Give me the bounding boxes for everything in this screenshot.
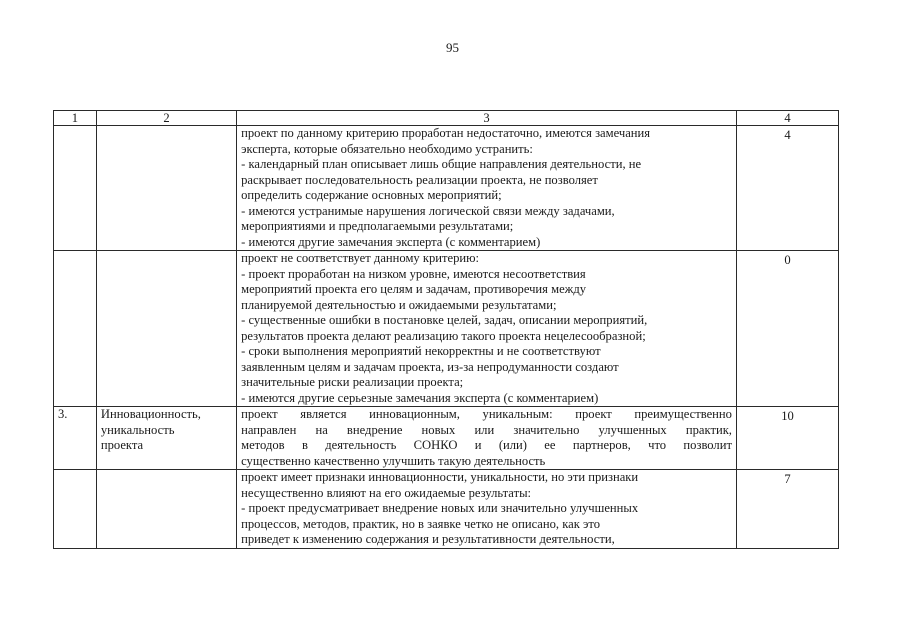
description-line: планируемой деятельностью и ожидаемыми результатами;	[241, 297, 557, 312]
description-line: - календарный план описывает лишь общие направления деятельности, не	[241, 157, 642, 171]
score-value: 0	[784, 253, 791, 267]
criterion-name	[96, 126, 236, 251]
criterion-description	[237, 126, 737, 251]
description-line: - проект проработан на низком уровне, имеются несоответствия	[241, 266, 586, 281]
criterion-description	[237, 470, 737, 549]
description-line: приведет к изменению содержания и результативности деятельности,	[241, 532, 615, 546]
criterion-number	[54, 470, 97, 549]
criterion-name-line: Инновационность,	[100, 407, 201, 421]
header-col-3: 3	[237, 111, 737, 126]
description-line: значительные риски реализации проекта;	[241, 375, 464, 389]
description-line: раскрывает последовательность реализации проекта, не позволяет	[241, 172, 598, 187]
score-cell	[736, 407, 838, 470]
header-col-1: 1	[54, 111, 97, 126]
description-line: результатов проекта делают реализацию такого проекта нецелесообразной;	[241, 328, 646, 343]
score-value: 4	[784, 128, 791, 142]
criterion-name	[96, 251, 236, 407]
table-row	[54, 126, 839, 251]
criterion-number	[54, 251, 97, 407]
page-number: 95	[446, 40, 459, 55]
header-col-4: 4	[736, 111, 838, 126]
description-line: направлен на внедрение новых или значительно улучшенных практик,	[241, 422, 732, 437]
criterion-description	[237, 407, 737, 470]
description-line: проект является инновационным, уникальным: проект преимущественно	[241, 407, 732, 421]
description-line: методов в деятельность СОНКО и (или) ее партнеров, что позволит	[241, 438, 732, 452]
criterion-description	[237, 251, 737, 407]
description-line: процессов, методов, практик, но в заявке четко не описано, как это	[241, 516, 601, 531]
description-line: определить содержание основных мероприятий;	[241, 188, 502, 202]
score-cell	[736, 251, 838, 407]
table-row	[54, 470, 839, 549]
description-line: проект имеет признаки инновационности, уникальности, но эти признаки	[241, 470, 639, 484]
table-row	[54, 251, 839, 407]
score-cell	[736, 470, 838, 549]
description-line: существенно качественно улучшить такую деятельность	[241, 453, 546, 468]
criterion-name-line: проекта	[100, 438, 144, 452]
description-line: проект по данному критерию проработан недостаточно, имеются замечания	[241, 126, 651, 140]
description-line: - имеются другие замечания эксперта (с комментарием)	[241, 234, 541, 249]
criterion-number	[54, 126, 97, 251]
criterion-name	[96, 407, 236, 470]
table-header-row	[54, 111, 839, 126]
table-row	[54, 407, 839, 470]
description-line: - имеются устранимые нарушения логической связи между задачами,	[241, 203, 615, 218]
criterion-name	[96, 470, 236, 549]
criterion-name-line: уникальность	[100, 422, 175, 437]
description-line: мероприятиями и предполагаемыми результатами;	[241, 219, 514, 233]
description-line: мероприятий проекта его целям и задачам, противоречия между	[241, 282, 587, 296]
description-line: - имеются другие серьезные замечания эксперта (с комментарием)	[241, 390, 599, 405]
description-line: проект не соответствует данному критерию:	[241, 251, 480, 265]
description-line: - проект предусматривает внедрение новых или значительно улучшенных	[241, 501, 639, 515]
criteria-table	[53, 110, 839, 549]
criterion-number: 3.	[54, 407, 97, 470]
description-line: - сроки выполнения мероприятий некорректны и не соответствуют	[241, 344, 601, 358]
description-line: - существенные ошибки в постановке целей, задач, описании мероприятий,	[241, 313, 648, 327]
score-value: 7	[784, 472, 791, 486]
description-line: несущественно влияют на его ожидаемые результаты:	[241, 485, 532, 500]
description-line: заявленным целям и задачам проекта, из-за непродуманности создают	[241, 359, 619, 374]
score-cell	[736, 126, 838, 251]
score-value: 10	[781, 409, 794, 423]
description-line: эксперта, которые обязательно необходимо устранить:	[241, 141, 533, 156]
header-col-2: 2	[96, 111, 236, 126]
table-body	[54, 126, 839, 549]
